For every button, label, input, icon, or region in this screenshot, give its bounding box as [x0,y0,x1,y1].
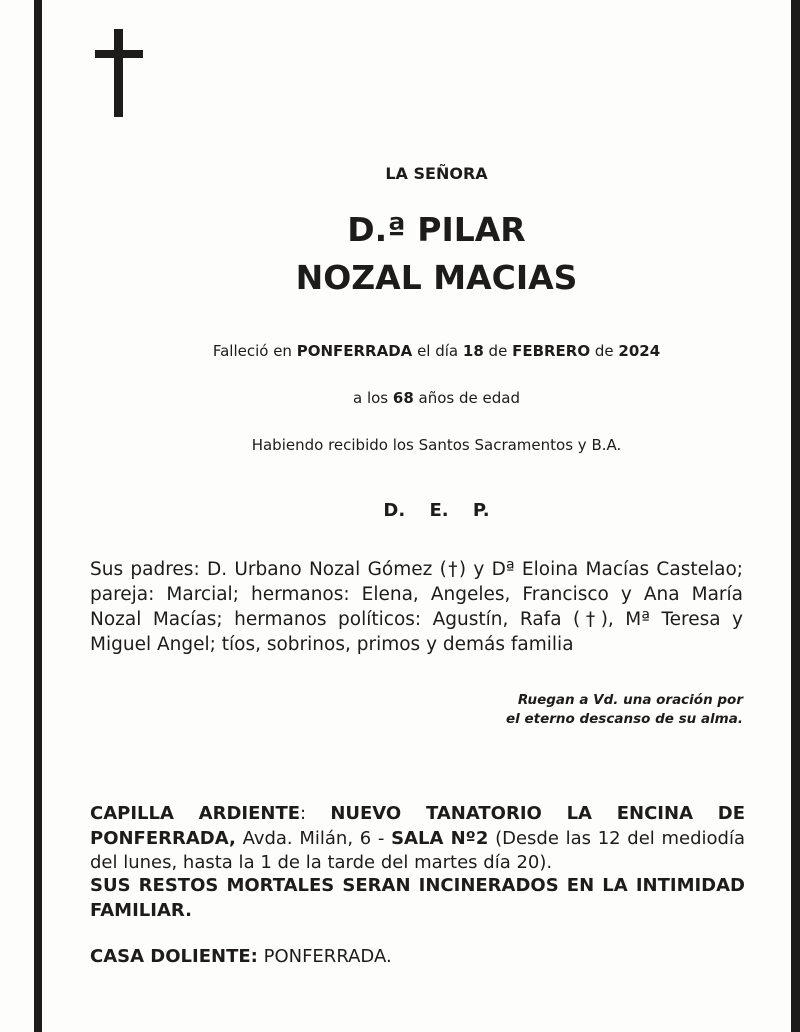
chapel-label: CAPILLA ARDIENTE [90,803,301,824]
house-label: CASA DOLIENTE: [90,946,258,967]
right-border [791,0,800,1032]
age-suffix: años de edad [418,389,520,407]
chapel-colon: : [300,803,307,824]
deceased-name [90,206,783,302]
death-de1: de [488,342,508,360]
name-line-1: D.ª PILAR [347,210,526,249]
chapel-room: SALA Nº2 [391,827,489,849]
death-prefix: Falleció en [212,342,292,360]
name-line-2: NOZAL MACIAS [295,258,578,297]
death-month: FEBRERO [512,342,591,360]
chapel-hours: (Desde las 12 del mediodía del lunes, hasta la 1 de la tarde del martes día 20). [90,827,745,873]
death-day: 18 [462,342,484,360]
prayer-line-1: Ruegan a Vd. una oración por [517,692,743,708]
death-line [90,342,783,360]
family-paragraph: Sus padres: D. Urbano Nozal Gómez (†) y Dª Eloina Macías Castelao; pareja: Marcial; hermanos: Elena, Angeles, Francisco y Ana María Nozal Macías; hermanos políticos: Agustín, Rafa (†), Mª Teresa y Miguel Angel; tíos, sobrinos, primos y demás familia [90,559,743,655]
chapel-address: Avda. Milán, 6 - [242,827,385,849]
age-value: 68 [392,389,414,407]
remains-info: SUS RESTOS MORTALES SERAN INCINERADOS EN LA INTIMIDAD FAMILIAR. [90,875,745,921]
house-info [90,945,745,970]
age-line [90,389,783,407]
house-value: PONFERRADA. [263,946,392,967]
age-prefix: a los [352,389,389,407]
dep-line: D. E. P. [383,500,490,521]
prayer-request [400,691,743,729]
honorific: LA SEÑORA [385,164,488,183]
sacraments-line: Habiendo recibido los Santos Sacramentos y B.A. [251,436,622,454]
left-border [34,0,42,1032]
chapel-place: NUEVO TANATORIO LA ENCINA DE PONFERRADA, [90,803,745,849]
death-place: PONFERRADA [296,342,413,360]
death-mid: el día [417,342,459,360]
chapel-info [90,802,745,876]
prayer-line-2: el eterno descanso de su alma. [506,711,743,727]
death-year: 2024 [618,342,661,360]
death-de2: de [594,342,614,360]
